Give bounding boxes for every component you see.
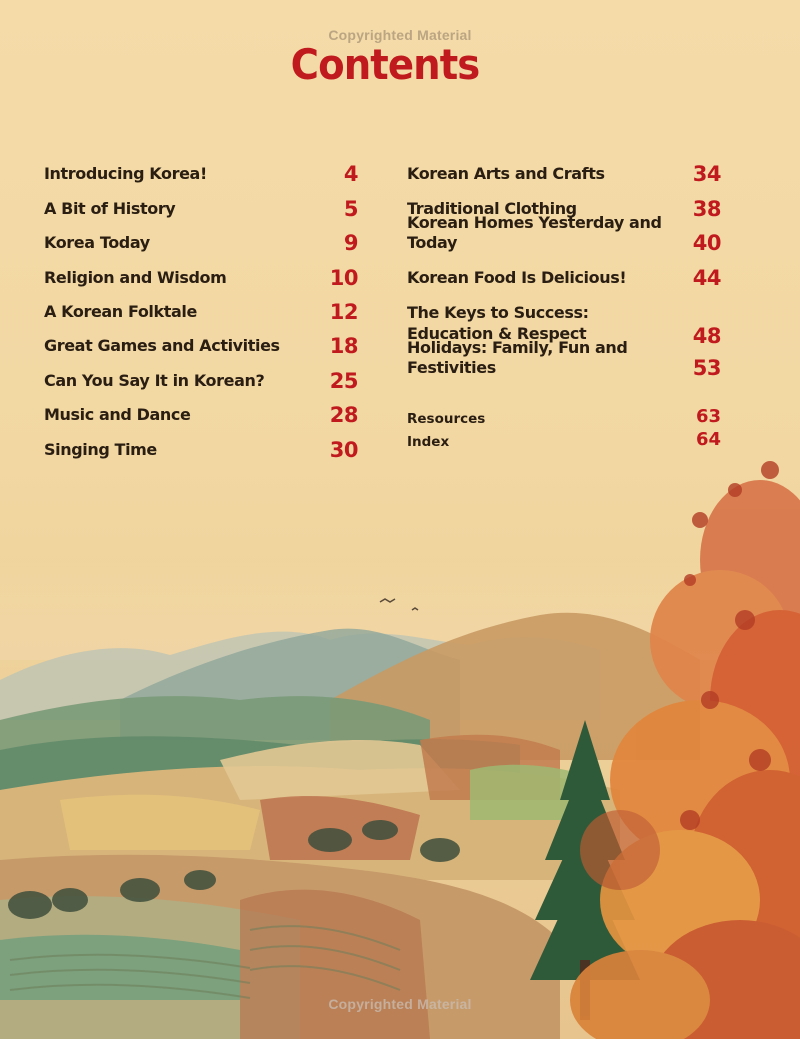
page-title: Contents <box>290 40 480 89</box>
copyright-watermark-top: Copyrighted Material <box>328 27 472 43</box>
toc-entry-page: 38 <box>692 196 721 221</box>
toc-entry-label-line2: Education & Respect <box>407 323 587 343</box>
toc-entry-page: 10 <box>329 265 358 290</box>
toc-entry-label: Music and Dance <box>44 405 191 425</box>
toc-entry <box>44 391 358 428</box>
toc-entry <box>407 404 721 427</box>
toc-entry-label: Korean Arts and Crafts <box>407 164 605 184</box>
toc-entry-page: 12 <box>329 299 358 324</box>
toc-entry-label: Introducing Korea! <box>44 164 207 184</box>
toc-entry <box>44 184 358 221</box>
toc-entry <box>44 425 358 462</box>
toc-entry <box>407 337 721 380</box>
toc-entry <box>44 219 358 256</box>
toc-entry <box>407 150 721 187</box>
toc-entry <box>407 253 721 290</box>
toc-entry-label: Korean Food Is Delicious! <box>407 267 627 287</box>
toc-entry-label: Great Games and Activities <box>44 336 280 356</box>
toc-entry <box>407 288 721 348</box>
toc-entry-page: 25 <box>329 368 358 393</box>
toc-entry-label: Traditional Clothing <box>407 198 577 218</box>
toc-entry-page: 30 <box>329 437 358 462</box>
toc-entry-label: Resources <box>407 411 486 427</box>
toc-entry <box>44 150 358 187</box>
toc-entry-label: A Bit of History <box>44 198 176 218</box>
toc-entry <box>407 427 721 450</box>
toc-entry <box>44 253 358 290</box>
toc-entry-label: A Korean Folktale <box>44 301 197 321</box>
toc-entry <box>407 213 721 256</box>
toc-entry <box>44 322 358 359</box>
toc-entry <box>44 356 358 393</box>
toc-entry-page: 48 <box>692 323 721 348</box>
toc-entry-page: 34 <box>692 162 721 187</box>
toc-entry-page: 28 <box>329 403 358 428</box>
toc-entry-label: Index <box>407 434 450 450</box>
toc-entry-page: 63 <box>695 406 721 427</box>
toc-entry-page: 18 <box>329 334 358 359</box>
toc-entry-label: Korean Homes Yesterday and Today <box>407 213 662 253</box>
toc-extras <box>407 404 721 450</box>
toc-entry-label: Religion and Wisdom <box>44 267 227 287</box>
toc-entry-page: 9 <box>343 231 358 256</box>
toc-column-right <box>407 150 721 378</box>
toc-entry-label: Singing Time <box>44 439 157 459</box>
toc-entry-label: Can You Say It in Korean? <box>44 370 265 390</box>
toc-entry-page: 44 <box>692 265 721 290</box>
toc-entry-page: 64 <box>695 429 721 450</box>
toc-entry-label: Holidays: Family, Fun and Festivities <box>407 337 628 377</box>
toc-entry-label: Korea Today <box>44 233 150 253</box>
toc-entry-page: 5 <box>343 196 358 221</box>
toc-entry-page: 40 <box>692 231 721 256</box>
copyright-watermark-bottom: Copyrighted Material <box>328 996 472 1012</box>
toc-entry <box>44 288 358 322</box>
toc-entry-page: 4 <box>343 162 358 187</box>
toc-column-left <box>44 150 358 460</box>
toc-entry-label-line1: The Keys to Success: <box>407 302 589 322</box>
toc-entry-page: 53 <box>692 355 721 380</box>
